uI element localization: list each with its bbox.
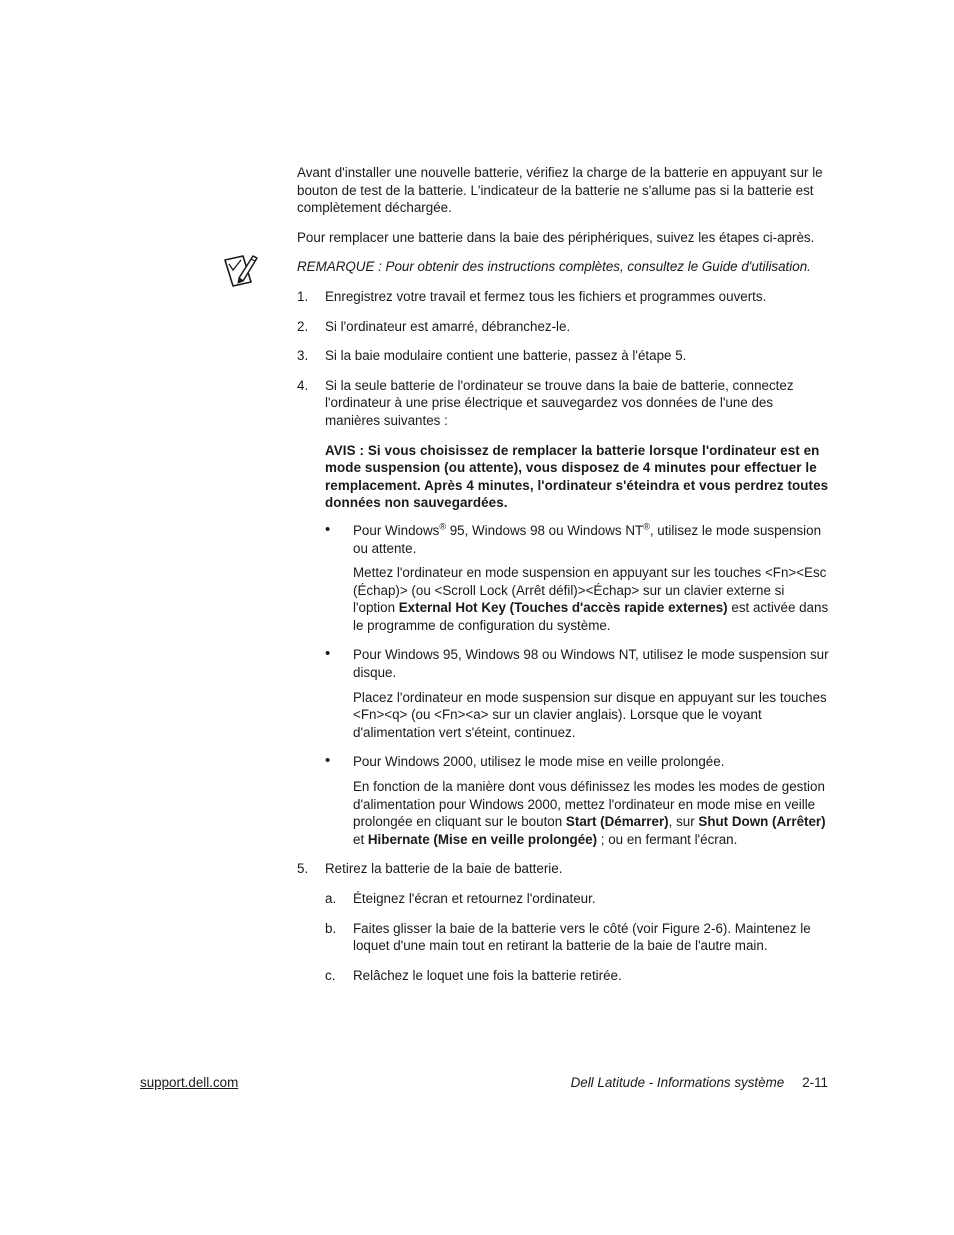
substep-a bbox=[297, 890, 829, 908]
bullet-detail: Placez l'ordinateur en mode suspension sur disque en appuyant sur les touches <Fn><q> (ou <Fn><a> sur un clavier anglais). Lorsque que le voyant d'alimentation vert s'éteint, continuez. bbox=[353, 689, 827, 740]
note-text: REMARQUE : Pour obtenir des instructions complètes, consultez le Guide d'utilisation. bbox=[297, 259, 811, 275]
step-5 bbox=[297, 860, 829, 878]
step-number: 5. bbox=[297, 861, 309, 877]
bullet-text: Pour Windows 2000, utilisez le mode mise en veille prolongée. bbox=[353, 754, 725, 770]
substep-text: Faites glisser la baie de la batterie vers le côté (voir Figure 2-6). Maintenez le loquet d'une main tout en retirant la batterie de la baie de l'autre main. bbox=[353, 920, 811, 954]
substep-b bbox=[297, 920, 829, 955]
bullet-dot: • bbox=[325, 752, 331, 770]
detail-bold-start: Start (Démarrer) bbox=[565, 814, 669, 830]
page-number: 2-11 bbox=[802, 1075, 828, 1090]
step-4 bbox=[297, 377, 829, 430]
step-2 bbox=[297, 318, 829, 336]
substep-letter: a. bbox=[325, 891, 337, 906]
bullet-detail bbox=[297, 778, 829, 848]
bullet-text-part: 95, Windows 98 ou Windows NT bbox=[445, 522, 644, 538]
substep-letter: b. bbox=[325, 920, 337, 936]
detail-text-part: et bbox=[353, 831, 368, 847]
detail-text-part: est activée dans le programme de configuration du système. bbox=[353, 600, 829, 633]
substep-letter: c. bbox=[325, 967, 336, 983]
bullet-text bbox=[353, 522, 829, 557]
registered-mark: ® bbox=[439, 521, 446, 532]
bullet-dot: • bbox=[325, 520, 331, 538]
step-text: Si l'ordinateur est amarré, débranchez-le. bbox=[325, 318, 571, 334]
step-3 bbox=[297, 347, 829, 365]
step-number: 4. bbox=[297, 377, 309, 393]
detail-bold-option: External Hot Key (Touches d'accès rapide externes) bbox=[398, 600, 728, 616]
bullet-dot: • bbox=[325, 645, 331, 663]
page-content bbox=[297, 164, 829, 996]
step-text: Retirez la batterie de la baie de batterie. bbox=[325, 861, 563, 877]
bullet-text: Pour Windows 95, Windows 98 ou Windows NT, utilisez le mode suspension sur disque. bbox=[353, 647, 829, 681]
intro-paragraph-2: Pour remplacer une batterie dans la baie des périphériques, suivez les étapes ci-après. bbox=[297, 229, 815, 245]
detail-text-part: Mettez l'ordinateur en mode suspension en appuyant sur les touches <Fn><Esc (Échap)> (ou <Scroll Lock (Arrêt défil)><Échap> sur un clavier externe si l'option bbox=[353, 565, 827, 616]
step-text: Si la seule batterie de l'ordinateur se trouve dans la baie de batterie, connectez l'ordinateur à une prise électrique et sauvegardez vos données de l'une des manières suivantes : bbox=[325, 377, 794, 428]
bullet-detail bbox=[297, 564, 829, 634]
substep-text: Éteignez l'écran et retournez l'ordinateur. bbox=[353, 891, 596, 906]
support-link[interactable]: support.dell.com bbox=[140, 1075, 239, 1090]
step-number: 3. bbox=[297, 348, 309, 364]
detail-bold-hibernate: Hibernate (Mise en veille prolongée) bbox=[367, 831, 598, 847]
bullet-windows-disk-suspend bbox=[297, 646, 829, 681]
page-footer bbox=[571, 1074, 828, 1092]
note-pencil-icon bbox=[221, 252, 261, 290]
bullet-text-part: Pour Windows bbox=[353, 522, 440, 538]
note-block bbox=[297, 258, 829, 276]
step-text: Si la baie modulaire contient une batterie, passez à l'étape 5. bbox=[325, 348, 687, 364]
substep-c bbox=[297, 967, 829, 985]
step-number: 1. bbox=[297, 288, 309, 304]
bullet-windows-suspend bbox=[297, 522, 829, 557]
detail-text-part: ; ou en fermant l'écran. bbox=[597, 831, 738, 847]
detail-bold-shutdown: Shut Down (Arrêter) bbox=[698, 814, 826, 830]
detail-text-part: En fonction de la manière dont vous définissez les modes les modes de gestion d'alimentation pour Windows 2000, mettez l'ordinateur en mode mise en veille prolongée en cliquant sur le bouton bbox=[353, 779, 825, 830]
footer-title: Dell Latitude - Informations système bbox=[570, 1075, 785, 1090]
step-text: Enregistrez votre travail et fermez tous les fichiers et programmes ouverts. bbox=[325, 288, 767, 304]
step-1 bbox=[297, 288, 829, 306]
intro-paragraph-1: Avant d'installer une nouvelle batterie, vérifiez la charge de la batterie en appuyant sur le bouton de test de la batterie. L'indicateur de la batterie ne s'allume pas si la batterie est complètement déchargée. bbox=[297, 165, 823, 216]
substep-text: Relâchez le loquet une fois la batterie retirée. bbox=[353, 967, 622, 983]
bullet-windows-2000-hibernate bbox=[297, 753, 829, 771]
avis-warning: AVIS : Si vous choisissez de remplacer la batterie lorsque l'ordinateur est en mode suspension (ou attente), vous disposez de 4 minutes pour effectuer le remplacement. Après 4 minutes, l'ordinateur s'éteindra et vous perdrez toutes données non sauvegardées. bbox=[325, 442, 829, 511]
bullet-text-part: , utilisez le mode suspension ou attente. bbox=[353, 522, 822, 556]
registered-mark: ® bbox=[643, 521, 650, 532]
step-number: 2. bbox=[297, 318, 309, 334]
detail-text-part: , sur bbox=[668, 814, 699, 830]
